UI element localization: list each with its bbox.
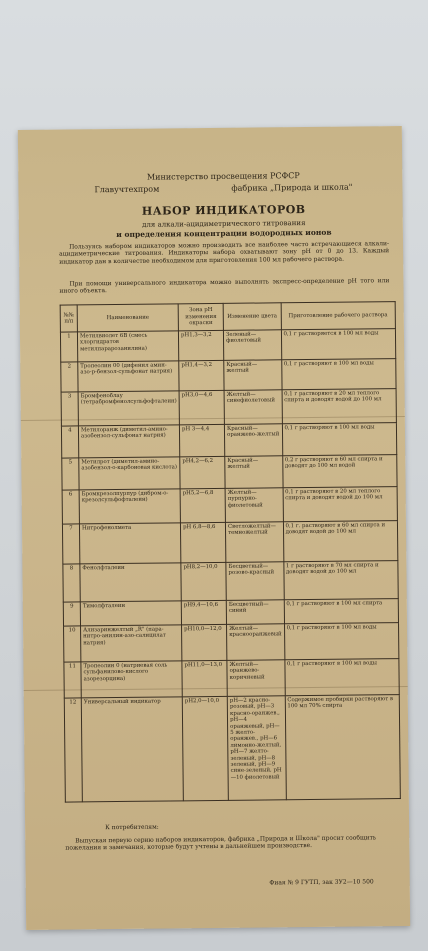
ph-zone: рН9,4—10,6 (181, 600, 226, 624)
col-name-header: Наименование (77, 304, 178, 332)
table-row (61, 389, 396, 427)
table-header-row (60, 302, 395, 333)
preparation: 0,1 г растворяется в 100 мл воды (281, 329, 396, 360)
preparation: 0,1 г растворяют в 100 мл воды (282, 423, 397, 456)
color-change: Красный—желтый (225, 456, 283, 489)
indicator-name: Фенолфталеин (80, 563, 181, 602)
ph-zone: рН1,3—3,2 (178, 330, 223, 360)
color-change: Зеленый—фиолетовый (223, 330, 281, 361)
color-change: Желтый—синефиолетовый (224, 390, 282, 425)
col-ph-zone-header: Зона рН изменения окраски (178, 303, 223, 330)
color-change: Красный—оранжево-желтый (224, 424, 282, 457)
color-change: рН—2 красно-розовый, рН—3 красно-оранжев., рН—4 оранжевый, рН—5 желто-оранжев., рН—6 лимонно-желтый, рН—7 желто-зеленый, рН—8 зеленый, рН—9 сине-зеленый, рН—10 фиолетовый (227, 696, 286, 801)
color-change: Бесцветный—розово-красный (226, 562, 284, 601)
ph-zone: рН11,0—13,0 (182, 660, 227, 696)
ph-zone: рН1,4—3,2 (179, 360, 224, 390)
table-row (61, 359, 396, 393)
color-change: Красный—желтый (224, 360, 282, 391)
table-row (61, 423, 396, 459)
preparation: Содержимое пробирки растворяют в 100 мл 70% спирта (285, 695, 401, 800)
footer-text: Выпуская первую серию наборов индикаторов, фабрика „Природа и Школа" просит сообщить пожелания и замечания, которые будут учтены в дальнейшем производстве. (65, 834, 377, 852)
preparation: 0,2 г растворяют в 60 мл спирта и доводят до 100 мл водой (282, 455, 397, 488)
table-row (64, 695, 400, 803)
color-change: Бесцветный—синий (226, 600, 284, 625)
preparation: 0,1 г растворяют в 100 мл воды (284, 659, 399, 696)
ministry-line: Министерство просвещения РСФСР (146, 171, 300, 182)
indicator-name: Универсальный индикатор (81, 697, 183, 802)
indicator-name: Бромфеноблау (тетрабромфенолсульфофталеин) (78, 391, 179, 426)
row-number: 6 (62, 490, 79, 524)
row-number: 5 (62, 458, 79, 490)
row-number: 10 (64, 626, 81, 662)
indicator-name: Метилрот (диметил-амино-азобензол-о-карбоновая кислота) (79, 457, 180, 490)
table-row (64, 623, 399, 663)
print-stamp: Фиая № 9 ГУТП, зак 3У2—10 500 (269, 878, 374, 887)
footer-heading: К потребителям: (105, 823, 159, 832)
org-name: Главучтехпром (94, 184, 160, 195)
row-number: 1 (60, 332, 77, 362)
intro-paragraph-1: Пользуясь набором индикаторов можно производить все наиболее часто встречающиеся алкали-ацидиметрические титрования. Индикаторы набора охватывают зону рН от 0 до 13. Каждый индикатор дан в количестве необходимом для приготовления 100 мл рабочего раствора. (59, 240, 390, 266)
indicator-name: Метилоранж (диметил-амино-азобензол-сульфонат натрия) (78, 425, 179, 458)
ph-zone: рН2,0—10,0 (182, 696, 228, 800)
indicator-name: Ализаринжелтый „R" (пара-нитро-анилин-азо-салицилат натрия) (81, 625, 182, 662)
color-change: Желтый—краснооранжевый (227, 624, 285, 661)
row-number: 2 (61, 362, 78, 392)
preparation: 0,1 г. растворяют в 60 мл спирта и доводят водой до 100 мл (283, 521, 398, 562)
preparation: 1 г растворяют в 70 мл спирта и доводят водой до 100 мл (283, 561, 398, 600)
document-subtitle-2: и определения концентрации водородных ионов (116, 227, 332, 240)
indicator-name: Метилвиолет 6В (смесь хлоргидратов метилпарарозанилина) (77, 331, 178, 362)
row-number: 12 (64, 698, 82, 802)
indicator-name: Тимолфталеин (80, 601, 181, 626)
document-subtitle-1: для алкали-ацидиметрического титрования (142, 219, 306, 229)
instruction-sheet (18, 126, 410, 930)
row-number: 3 (61, 392, 78, 426)
ph-zone: рН3,0—4,6 (179, 390, 224, 424)
preparation: 0,1 г растворяют в 20 мл теплого спирта и доводят водой до 100 мл (282, 389, 397, 424)
indicator-name: Тропеолин 00 (дифенил амин-азо-р-бензол-сульфонат натрия) (78, 361, 179, 392)
indicator-name: Нитрофенолмета (79, 523, 180, 564)
row-number: 9 (63, 602, 80, 626)
table-row (62, 455, 397, 491)
intro-paragraph-2: При помощи универсального индикатора можно выполнять экспресс-определение рН того или иного объекта. (59, 277, 390, 296)
row-number: 8 (63, 564, 80, 602)
ph-zone: рН4,2—6,2 (180, 456, 225, 488)
table-row (62, 487, 397, 525)
table-row (64, 659, 399, 699)
org-line (58, 182, 388, 194)
row-number: 11 (64, 662, 81, 698)
table-row (60, 329, 395, 363)
table-row (63, 599, 398, 627)
ph-zone: рН10,0—12,0 (182, 624, 227, 660)
preparation: 0,1 г растворяют в 20 мл теплого спирта и доводят водой до 100 мл (283, 487, 398, 522)
col-number-header: №№ п/п (60, 305, 77, 332)
indicators-table (60, 301, 401, 802)
ph-zone: рН 6,8—8,6 (181, 522, 226, 562)
ph-zone: рН8,2—10,0 (181, 562, 226, 600)
col-preparation-header: Приготовление рабочего раствора (281, 302, 396, 330)
indicator-name: Бромкрезолпурпур (дибром-о-крезолсульфофталеин) (79, 489, 180, 524)
factory-name: фабрика „Природа и школа" (231, 182, 353, 193)
color-change: Желтый—пурпурно-фиолетовый (225, 488, 283, 523)
preparation: 0,1 г растворяют в 100 мл спирта (284, 599, 399, 624)
preparation: 0,1 г растворяют в 100 мл воды (281, 359, 396, 390)
color-change: Светложелтый—темножелтый (226, 522, 284, 563)
row-number: 4 (61, 426, 78, 458)
row-number: 7 (62, 524, 79, 564)
ph-zone: рН 3—4,4 (179, 424, 224, 456)
indicator-name: Тропеолин 0 (натриевая соль сульфанилово-кислого азорезорцина) (81, 661, 182, 698)
ph-zone: рН5,2—6,8 (180, 488, 225, 522)
table-row (62, 521, 397, 565)
preparation: 0,1 г растворяют в 100 мл воды (284, 623, 399, 660)
color-change: Желтый—оранжево-коричневый (227, 660, 285, 697)
table-row (63, 561, 398, 603)
document-title: НАБОР ИНДИКАТОРОВ (141, 203, 306, 218)
col-color-change-header: Изменение цвета (223, 303, 281, 331)
